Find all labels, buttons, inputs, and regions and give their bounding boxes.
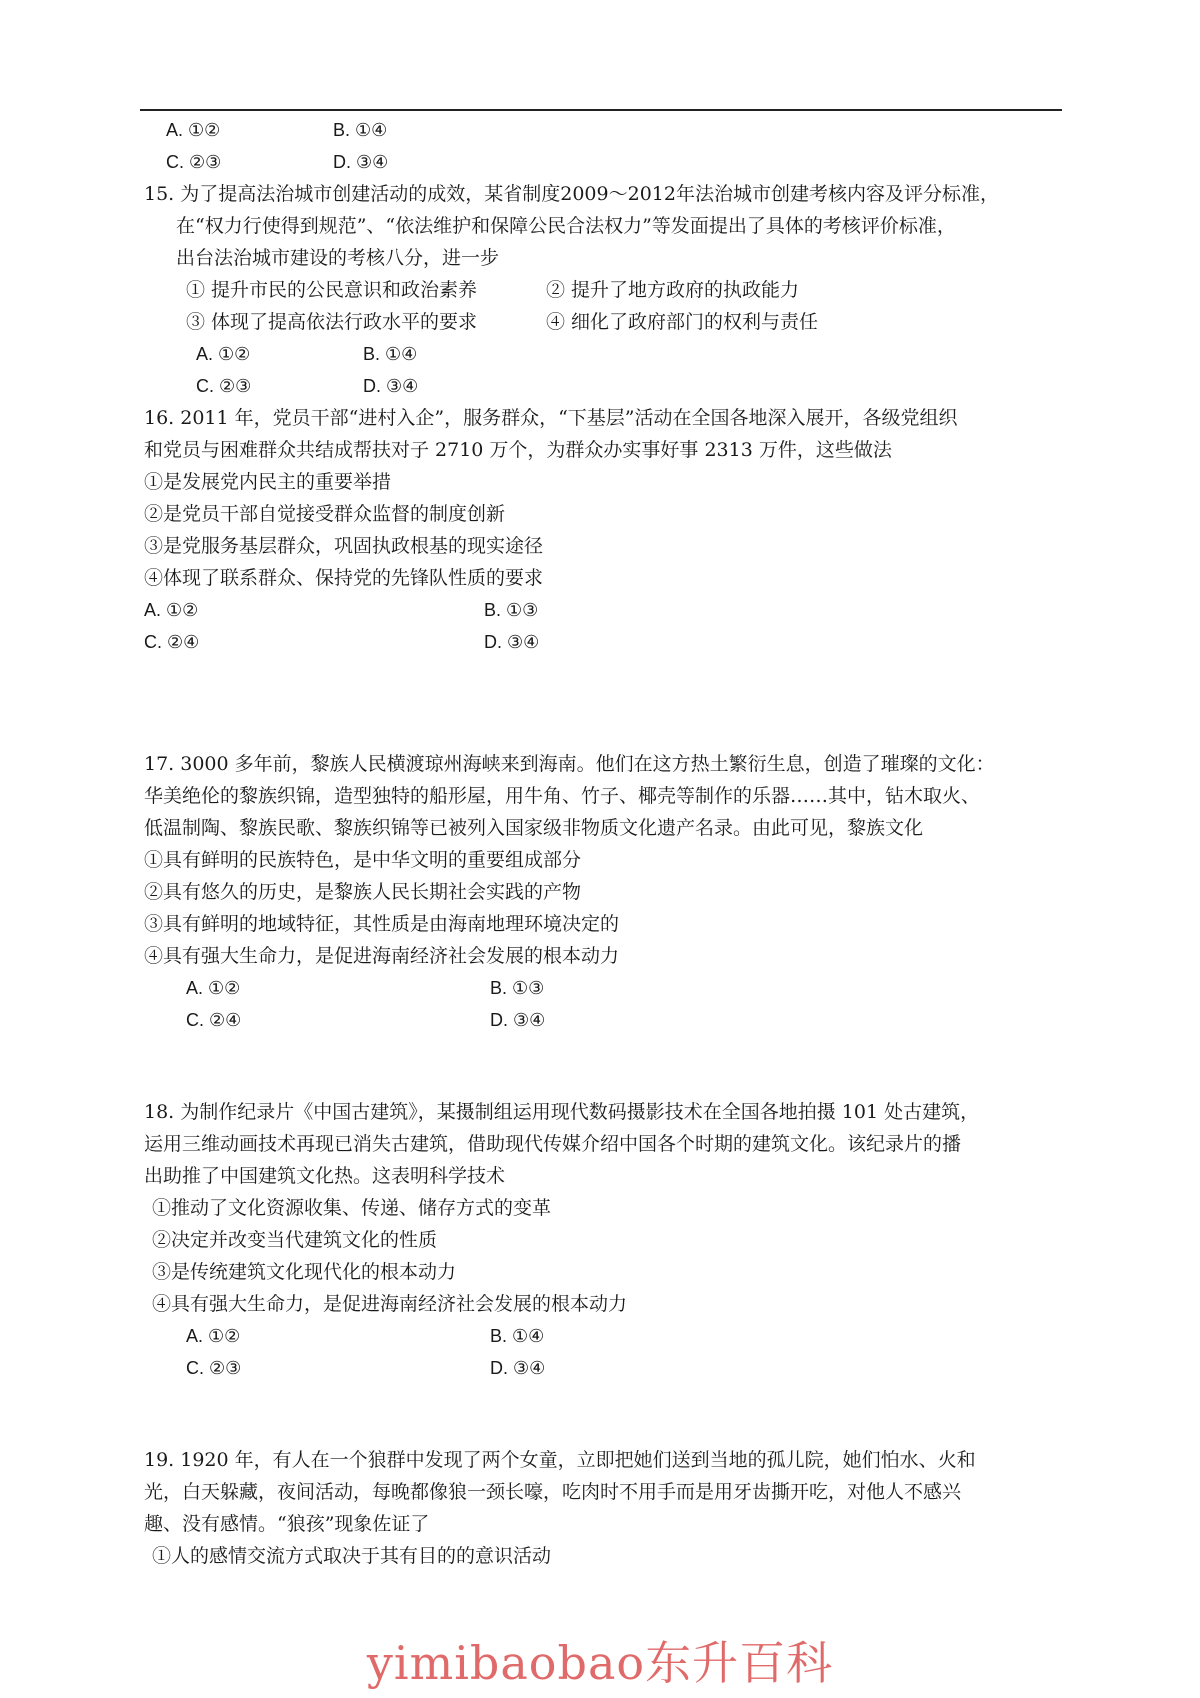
option-c: C. ②③ [196, 376, 252, 396]
option-c: C. ②③ [166, 152, 222, 172]
statement: ②具有悠久的历史，是黎族人民长期社会实践的产物 [144, 881, 582, 903]
question-19-line: 光，白天躲藏，夜间活动，每晚都像狼一颈长嚎，吃肉时不用手而是用牙齿撕开吃，对他人不感兴 [144, 1481, 962, 1503]
option-d: D. ③④ [333, 152, 389, 172]
option-b: B. ①④ [490, 1326, 545, 1346]
statement: ②决定并改变当代建筑文化的性质 [152, 1229, 438, 1251]
question-15-line: 在“权力行使得到规范”、“依法维护和保障公民合法权力”等发面提出了具体的考核评价标准， [176, 215, 956, 237]
option-b: B. ①④ [363, 344, 418, 364]
question-15-line: 15. 为了提高法治城市创建活动的成效，某省制度2009～2012年法治城市创建考核内容及评分标准， [144, 183, 999, 205]
option-c: C. ②③ [186, 1358, 242, 1378]
statement: ② 提升了地方政府的执政能力 [546, 279, 800, 301]
question-15-line: 出台法治城市建设的考核八分，进一步 [176, 247, 500, 269]
option-d: D. ③④ [363, 376, 419, 396]
watermark: yimibaobao东升百科 [366, 1636, 834, 1690]
question-19-line: 趣、没有感情。“狼孩”现象佐证了 [144, 1513, 430, 1535]
statement: ① 提升市民的公民意识和政治素养 [186, 279, 478, 301]
option-b: B. ①④ [333, 120, 388, 140]
statement: ①推动了文化资源收集、传递、储存方式的变革 [152, 1197, 552, 1219]
option-d: D. ③④ [484, 632, 540, 652]
question-17-line: 华美绝伦的黎族织锦，造型独特的船形屋，用牛角、竹子、椰壳等制作的乐器……其中，钻木取火、 [144, 785, 981, 807]
statement: ③是传统建筑文化现代化的根本动力 [152, 1261, 457, 1283]
statement: ②是党员干部自觉接受群众监督的制度创新 [144, 503, 506, 525]
statement: ④具有强大生命力，是促进海南经济社会发展的根本动力 [144, 945, 620, 967]
option-a: A. ①② [144, 600, 199, 620]
option-d: D. ③④ [490, 1010, 546, 1030]
statement: ①人的感情交流方式取决于其有目的的意识活动 [152, 1545, 552, 1567]
statement: ③ 体现了提高依法行政水平的要求 [186, 311, 478, 333]
question-16-line: 和党员与困难群众共结成帮扶对子 2710 万个，为群众办实事好事 2313 万件，这些做法 [144, 439, 892, 461]
option-b: B. ①③ [484, 600, 539, 620]
statement: ④ 细化了政府部门的权利与责任 [546, 311, 819, 333]
option-d: D. ③④ [490, 1358, 546, 1378]
statement: ③具有鲜明的地域特征，其性质是由海南地理环境决定的 [144, 913, 620, 935]
option-a: A. ①② [186, 1326, 241, 1346]
option-c: C. ②④ [186, 1010, 242, 1030]
statement: ①是发展党内民主的重要举措 [144, 471, 392, 493]
option-a: A. ①② [166, 120, 221, 140]
statement: ③是党服务基层群众，巩固执政根基的现实途径 [144, 535, 544, 557]
statement: ④具有强大生命力，是促进海南经济社会发展的根本动力 [152, 1293, 628, 1315]
question-17-line: 17. 3000 多年前，黎族人民横渡琼州海峡来到海南。他们在这方热土繁衍生息，创造了璀璨的文化： [144, 753, 995, 775]
option-a: A. ①② [186, 978, 241, 998]
header-rule [140, 109, 1062, 111]
question-17-line: 低温制陶、黎族民歌、黎族织锦等已被列入国家级非物质文化遗产名录。由此可见，黎族文化 [144, 817, 924, 839]
option-a: A. ①② [196, 344, 251, 364]
statement: ④体现了联系群众、保持党的先锋队性质的要求 [144, 567, 544, 589]
question-16-line: 16. 2011 年，党员干部“进村入企”，服务群众，“下基层”活动在全国各地深入展开，各级党组织 [144, 407, 958, 429]
question-18-line: 运用三维动画技术再现已消失古建筑，借助现代传媒介绍中国各个时期的建筑文化。该纪录片的播 [144, 1133, 962, 1155]
option-c: C. ②④ [144, 632, 200, 652]
question-19-line: 19. 1920 年，有人在一个狼群中发现了两个女童，立即把她们送到当地的孤儿院，她们怕水、火和 [144, 1449, 976, 1471]
question-18-line: 出助推了中国建筑文化热。这表明科学技术 [144, 1165, 506, 1187]
question-18-line: 18. 为制作纪录片《中国古建筑》，某摄制组运用现代数码摄影技术在全国各地拍摄 101 处古建筑， [144, 1101, 980, 1123]
statement: ①具有鲜明的民族特色，是中华文明的重要组成部分 [144, 849, 582, 871]
option-b: B. ①③ [490, 978, 545, 998]
